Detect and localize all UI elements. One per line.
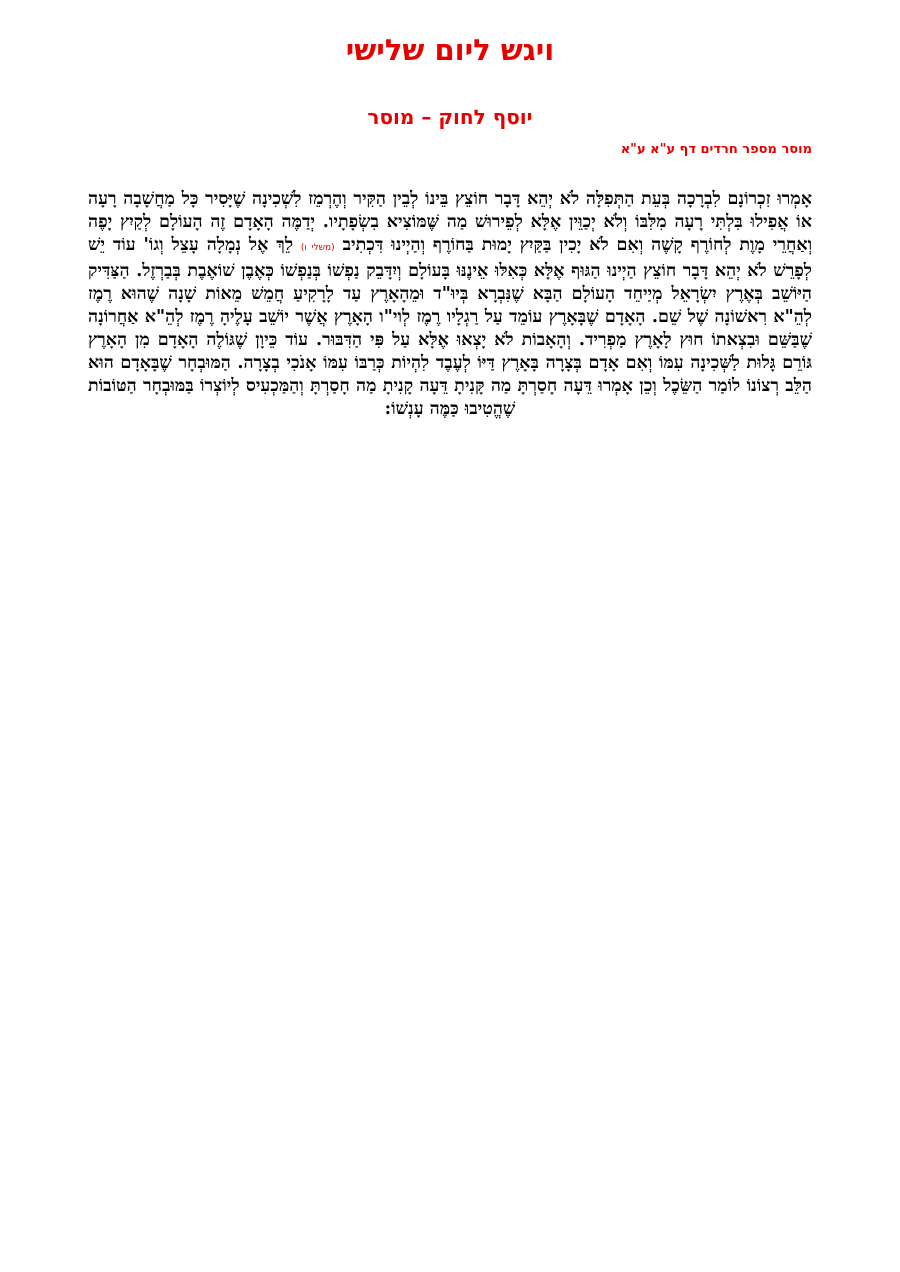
body-text-part-1: אָמְרוּ זִכְרוֹנָם לִבְרָכָה בְּעֵת הַתְּפִלָּה לֹא יְהֵא דָּבָר חוֹצֵץ בֵּינוֹ לְבֵין הַקִּיר וְהֶרְמֵז לִשְׁכִינָה שֶׁיָּסִיר כָּל מַחֲשָׁבָה רָעָה אוֹ אֲפִילוּ בִּלְתִּי רָעָה מִלִּבּוֹ וְלֹא יְכַוֵּין אֶלָּא לְפֵירוּשׁ מַה שֶּׁמּוֹצִיא בִשְׂפָתָיו. יְדַמֶּה הָאָדָם זֶה הָעוֹלָם לְקַיִץ יָפֶה וְאַחֲרֵי מָוֶת לְחוֹרֶף קָשֶׁה וְאִם לֹא יָכִין בַּקַּיִץ יָמוּת בַּחוֹרֶף וְהַיְינוּ דִּכְתִיב [88, 189, 813, 255]
source-reference: מוסר מספר חרדים דף ע"א ע"א [620, 142, 812, 157]
body-text-part-2: לֵךְ אֶל נְמָלָה עָצֵל וְגוֹ' עוֹד יֵשׁ לְפָרֵשׁ לֹא יְהֵא דָּבָר חוֹצֵץ הַיְינוּ הַגּוּף אֶלָּא כְּאִלּוּ אֵינֶנּוּ בָּעוֹלָם וְיִדָּבֵק נַפְשׁוֹ בְּנַפְשׁוֹ כְּאֶבֶן שׁוֹאֶבֶת בְּבַרְזֶל. הַצַּדִּיק הַיּוֹשֵׁב בְּאֶרֶץ יִשְׂרָאֵל מְיַיחֵד הָעוֹלָם הַבָּא שֶׁנִּבְרָא בְּיוּ"ד וּמֵהָאָרֶץ עַד לָרָקִיעַ חֲמֵשׁ מֵאוֹת שָׁנָה שֶׁהוּא רֶמֶז לְהֵ"א רִאשׁוֹנָה שֶׁל שֵׁם. הָאָדָם שֶׁבָּאָרֶץ עוֹמֵד עַל רַגְלָיו רֶמֶז לְוי"ו הָאָרֶץ אֲשֶׁר יוֹשֵׁב עָלֶיהָ רֶמֶז לְהֵ"א אַחֲרוֹנָה שֶׁבַּשֵּׁם וּבִצְאתוֹ חוּץ לָאָרֶץ מַפְרִיד. וְהָאָבוֹת לֹא יָצְאוּ אֶלָּא עַל פִּי הַדִּבּוּר. עוֹד כֵּיוָן שֶׁגּוֹלֶה הָאָדָם מִן הָאָרֶץ גּוֹרֵם גָּלוּת לַשְּׁכִינָה עִמּוֹ וְאִם אָדָם בְּצָרָה בָּאָרֶץ דַּיּוֹ לְעֶבֶד לִהְיוֹת כְּרַבּוֹ עִמּוֹ אָנֹכִי בְצָרָה. הַמּוּבְחָר שֶׁבָּאָדָם הוּא הַלֵּב רְצוֹנוֹ לוֹמַר הַשֵּׂכֶל וְכֵן אָמְרוּ דֵּעָה חָסַרְתָּ מַה קָּנִיתָ דֵּעָה קָנִיתָ מַה חָסַרְתָּ וְהַמַּכְעִיס לְיוֹצְרוֹ בַּמּוּבְחָר הַטּוֹבוֹת שֶׁהֱטִיבוּ כַּמֶּה עָנְשׁוֹ: [88, 235, 812, 419]
section-subtitle: יוסף לחוק – מוסר [367, 105, 533, 129]
page-title: ויגש ליום שלישי [345, 33, 555, 67]
body-paragraph [88, 188, 812, 421]
verse-reference: (משלי ו) [300, 243, 335, 253]
